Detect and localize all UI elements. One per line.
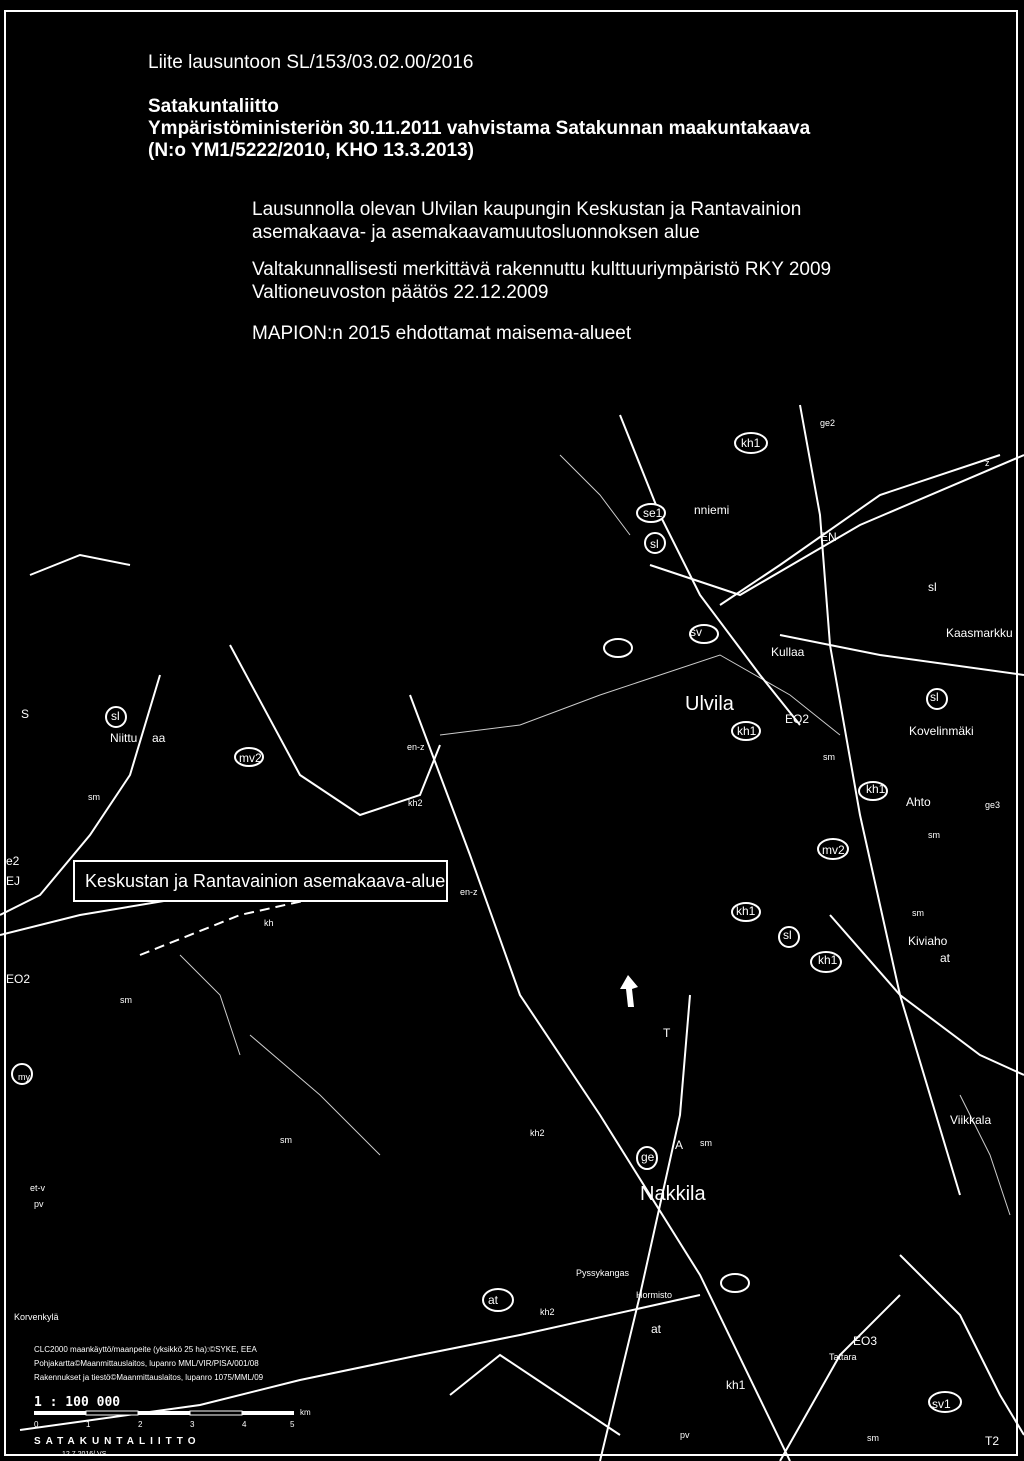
label-sm-2: sm: [120, 995, 132, 1005]
label-sl-mid: sl: [783, 928, 792, 942]
copyright-line3: Rakennukset ja tiestö©Maanmittauslaitos, lupanro 1075/MML/09: [34, 1373, 264, 1382]
label-t: T: [663, 1026, 671, 1040]
label-se1: se1: [643, 506, 663, 520]
scale-unit: km: [300, 1408, 311, 1417]
label-en-z-north: en-z: [407, 742, 425, 752]
label-eo2-west: EO2: [6, 972, 31, 986]
label-ej: EJ: [6, 874, 21, 888]
label-z: z: [985, 458, 990, 468]
label-kh1-south: kh1: [818, 953, 838, 967]
scale-tick-4: 4: [242, 1420, 247, 1429]
label-e2: e2: [6, 854, 20, 868]
plan-title-line2: (N:o YM1/5222/2010, KHO 13.3.2013): [148, 140, 474, 161]
map-date: 12.7.2016/ VS: [62, 1451, 107, 1458]
label-kiviaho: Kiviaho: [908, 934, 948, 948]
label-ge3: ge3: [985, 800, 1001, 810]
legend-item-plan-area-1: Lausunnolla olevan Ulvilan kaupungin Keskustan ja Rantavainion: [252, 199, 802, 220]
label-sl-east: sl: [928, 580, 937, 594]
label-tattara: Tattara: [829, 1352, 857, 1362]
plan-area-callout: Keskustan ja Rantavainion asemakaava-alue: [73, 860, 448, 902]
legend-item-landscape: MAPION:n 2015 ehdottamat maisema-alueet: [252, 323, 632, 344]
legend: [252, 198, 831, 345]
label-hormisto: Hormisto: [636, 1290, 673, 1300]
label-sl-niittu: sl: [111, 709, 120, 723]
label-ge2: ge2: [820, 418, 836, 428]
scale-bar: [34, 1408, 294, 1418]
north-arrow: [620, 975, 638, 1007]
label-viikkala: Viikkala: [950, 1113, 992, 1127]
minor-road-1: [560, 455, 630, 535]
scale-ratio: 1 : 100 000: [34, 1395, 121, 1410]
label-en: EN: [820, 530, 837, 544]
scale-tick-3: 3: [190, 1420, 195, 1429]
label-kh2-south: kh2: [540, 1307, 555, 1317]
label-annniemi: nniemi: [694, 503, 730, 517]
label-eo2-east: EO2: [785, 712, 810, 726]
label-mv2-west: mv2: [239, 751, 262, 765]
label-et-v: et-v: [30, 1183, 46, 1193]
label-at-hormisto: at: [651, 1322, 662, 1336]
header-block: [148, 96, 810, 162]
minor-road-3: [250, 1035, 380, 1155]
road-centre: [230, 645, 440, 815]
minor-road-2: [180, 955, 240, 1055]
label-sm-6: sm: [912, 908, 924, 918]
label-pv-south: pv: [680, 1430, 690, 1440]
label-kh: kh: [264, 918, 274, 928]
label-t2: T2: [985, 1434, 1000, 1448]
label-s-west: S: [21, 707, 30, 721]
road-north: [800, 405, 960, 1195]
label-korvenkyla: Korvenkylä: [14, 1312, 59, 1322]
label-my: my: [18, 1072, 30, 1082]
label-kh2-mid: kh2: [530, 1128, 545, 1138]
scale-tick-1: 1: [86, 1420, 91, 1429]
publisher: SATAKUNTALIITTO: [34, 1436, 201, 1447]
label-kh1-tattara: kh1: [726, 1378, 746, 1392]
label-kh2-west: kh2: [408, 798, 423, 808]
road-kaasmarkku: [780, 635, 1024, 675]
label-kaasmarkku: Kaasmarkku: [946, 626, 1013, 640]
road-lower-right: [900, 1255, 1024, 1435]
road-west-2: [30, 555, 130, 575]
label-sl-ulvila: sl: [930, 690, 939, 704]
label-sm-3: sm: [88, 792, 100, 802]
map-canvas: [0, 395, 1024, 1461]
label-niittu: Niittu: [110, 731, 138, 745]
road-tattara: [780, 1295, 900, 1461]
road-pyssykangas: [450, 1355, 620, 1435]
label-kovelinmaki: Kovelinmäki: [909, 724, 974, 738]
copyright-line2: Pohjakartta©Maanmittauslaitos, lupanro MML/VIR/PISA/001/08: [34, 1359, 259, 1368]
label-en-z: en-z: [460, 887, 478, 897]
plan-title-line1: Ympäristöministeriön 30.11.2011 vahvistama Satakunnan maakuntakaava: [148, 118, 811, 139]
organization: Satakuntaliitto: [148, 96, 279, 117]
label-kh1-mid: kh1: [736, 904, 756, 918]
label-kh1-north: kh1: [741, 436, 761, 450]
label-niittu-end: aa: [152, 731, 166, 745]
attachment-ref: [148, 52, 473, 74]
label-kh1-east: kh1: [866, 782, 886, 796]
attachment-text: Liite lausuntoon SL/153/03.02.00/2016: [148, 52, 474, 73]
label-ulvila: Ulvila: [685, 693, 734, 715]
label-pyssykangas: Pyssykangas: [576, 1268, 630, 1278]
label-sv1: sv1: [932, 1397, 951, 1411]
scale-tick-0: 0: [34, 1420, 39, 1429]
label-sm-1: sm: [280, 1135, 292, 1145]
label-eo3: EO3: [853, 1334, 878, 1348]
label-sv: sv: [690, 625, 702, 639]
label-sm-5: sm: [928, 830, 940, 840]
label-nakkila: Nakkila: [640, 1183, 706, 1205]
label-at-south: at: [488, 1293, 499, 1307]
label-mv2-east: mv2: [822, 843, 845, 857]
scale-tick-2: 2: [138, 1420, 143, 1429]
legend-item-rky-2: Valtioneuvoston päätös 22.12.2009: [252, 282, 549, 303]
legend-item-plan-area-2: asemakaava- ja asemakaavamuutosluonnoksen alue: [252, 222, 700, 243]
label-sm-8: sm: [867, 1433, 879, 1443]
label-ahto: Ahto: [906, 795, 931, 809]
label-a: A: [675, 1138, 684, 1152]
scale-tick-5: 5: [290, 1420, 295, 1429]
copyright-line1: CLC2000 maankäyttö/maanpeite (yksikkö 25 ha):©SYKE, EEA: [34, 1345, 257, 1354]
road-vt2: [600, 995, 690, 1461]
label-pv-west: pv: [34, 1199, 44, 1209]
river-kokemaenjoki: [440, 655, 840, 735]
copyright-block: [34, 1343, 263, 1385]
label-kh1-ulvila: kh1: [737, 724, 757, 738]
label-sl-north: sl: [650, 537, 659, 551]
label-sm-4: sm: [823, 752, 835, 762]
label-kullaa: Kullaa: [771, 645, 805, 659]
label-at-east: at: [940, 951, 951, 965]
label-ge: ge: [641, 1150, 655, 1164]
legend-item-rky-1: Valtakunnallisesti merkittävä rakennuttu kulttuuriympäristö RKY 2009: [252, 259, 832, 280]
label-sm-7: sm: [700, 1138, 712, 1148]
